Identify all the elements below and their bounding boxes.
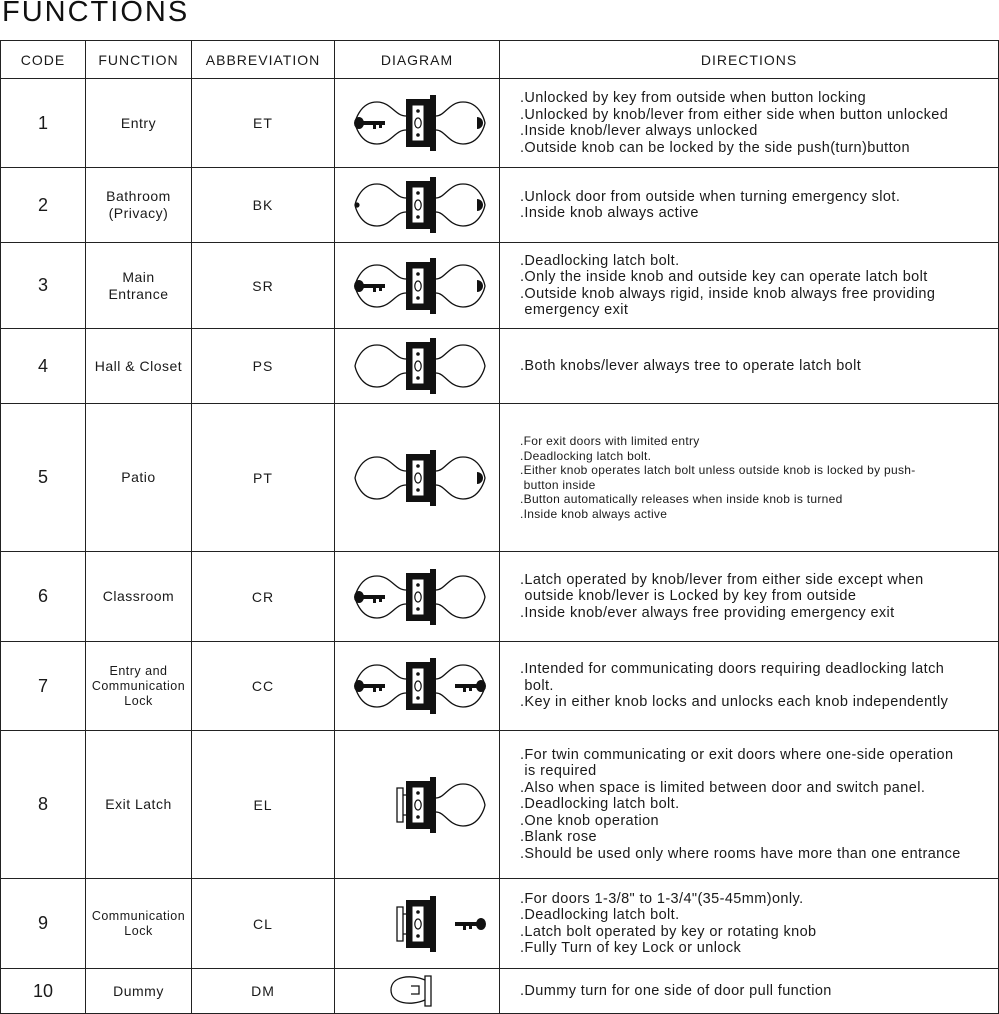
- direction-line: .Either knob operates latch bolt unless outside knob is locked by push-: [520, 463, 916, 477]
- cell-code: 6: [1, 552, 86, 642]
- direction-line: .Outside knob always rigid, inside knob always free providing: [520, 285, 936, 302]
- direction-line: .Unlock door from outside when turning emergency slot.: [520, 188, 901, 205]
- function-line: Lock: [124, 693, 153, 708]
- direction-line: .Fully Turn of key Lock or unlock: [520, 940, 742, 956]
- header-directions: DIRECTIONS: [500, 41, 999, 79]
- direction-line: .Only the inside knob and outside key can operate latch bolt: [520, 269, 928, 285]
- header-code: CODE: [1, 41, 86, 79]
- key-both-sides-icon: [347, 649, 487, 723]
- key-outside-icon: [347, 560, 487, 634]
- key-outside-button-inside-icon: [347, 86, 487, 160]
- cell-function: [86, 168, 192, 243]
- table-row: [1, 552, 999, 642]
- direction-line: .Inside knob/lever always unlocked: [520, 123, 758, 139]
- cell-diagram: [335, 168, 500, 243]
- cell-abbreviation: CC: [192, 642, 335, 731]
- cell-directions: [500, 404, 999, 552]
- cell-abbreviation: DM: [192, 969, 335, 1014]
- cell-diagram: [335, 731, 500, 879]
- cell-directions: [500, 552, 999, 642]
- direction-line: .Key in either knob locks and unlocks each knob independently: [520, 694, 949, 711]
- button-inside-icon: [347, 441, 487, 515]
- key-outside-button-inside-icon: [347, 249, 487, 323]
- cell-function: [86, 243, 192, 329]
- function-line: Entry: [120, 114, 157, 131]
- cell-code: 4: [1, 329, 86, 404]
- cell-function: [86, 329, 192, 404]
- cell-abbreviation: CL: [192, 879, 335, 969]
- function-line: Entry and: [109, 663, 168, 678]
- header-abbreviation: ABBREVIATION: [192, 41, 335, 79]
- direction-line: .Inside knob always active: [520, 205, 699, 221]
- function-line: Patio: [121, 469, 156, 485]
- dummy-knob-icon: [347, 970, 487, 1012]
- direction-line: .For doors 1-3/8" to 1-3/4"(35-45mm)only.: [520, 890, 804, 907]
- cell-function: [86, 731, 192, 879]
- direction-line: .Also when space is limited between door and switch panel.: [520, 779, 926, 796]
- table-row: [1, 879, 999, 969]
- direction-line: .For exit doors with limited entry: [520, 434, 700, 448]
- cell-abbreviation: PT: [192, 404, 335, 552]
- direction-line: .Latch bolt operated by key or rotating knob: [520, 923, 817, 940]
- direction-line: .Latch operated by knob/lever from either side except when: [520, 571, 924, 588]
- direction-line: .Unlocked by key from outside when button locking: [520, 90, 867, 106]
- cell-diagram: [335, 969, 500, 1014]
- direction-line: .Deadlocking latch bolt.: [520, 907, 680, 923]
- function-line: Main: [122, 268, 155, 285]
- direction-line: .Inside knob/ever always free providing emergency exit: [520, 604, 895, 621]
- cell-diagram: [335, 879, 500, 969]
- direction-line: .For twin communicating or exit doors where one-side operation: [520, 746, 954, 763]
- table-row: [1, 329, 999, 404]
- cell-code: 2: [1, 168, 86, 243]
- cell-directions: [500, 731, 999, 879]
- table-row: [1, 243, 999, 329]
- cell-code: 7: [1, 642, 86, 731]
- cell-function: [86, 969, 192, 1014]
- cell-directions: [500, 879, 999, 969]
- cell-diagram: [335, 329, 500, 404]
- cell-directions: [500, 642, 999, 731]
- function-line: Exit Latch: [105, 796, 172, 812]
- direction-line: .Blank rose: [520, 829, 597, 846]
- table-row: [1, 969, 999, 1014]
- direction-line: .Deadlocking latch bolt.: [520, 448, 652, 463]
- cell-directions: [500, 243, 999, 329]
- function-line: Classroom: [102, 588, 175, 604]
- cell-directions: [500, 329, 999, 404]
- function-line: Entrance: [108, 285, 169, 302]
- cell-code: 9: [1, 879, 86, 969]
- direction-line: .Unlocked by knob/lever from either side when button unlocked: [520, 106, 949, 123]
- direction-line: .Inside knob always active: [520, 506, 668, 521]
- direction-line: .Deadlocking latch bolt.: [520, 252, 680, 269]
- direction-line: .Intended for communicating doors requiring deadlocking latch: [520, 661, 945, 678]
- cell-code: 5: [1, 404, 86, 552]
- direction-line: .Button automatically releases when inside knob is turned: [520, 492, 843, 506]
- cell-function: [86, 552, 192, 642]
- cell-function: [86, 642, 192, 731]
- cell-function: [86, 879, 192, 969]
- cell-abbreviation: CR: [192, 552, 335, 642]
- header-diagram: DIAGRAM: [335, 41, 500, 79]
- cell-abbreviation: EL: [192, 731, 335, 879]
- cell-directions: [500, 168, 999, 243]
- cell-abbreviation: ET: [192, 79, 335, 168]
- cell-directions: [500, 79, 999, 168]
- table-row: [1, 642, 999, 731]
- direction-line: .Dummy turn for one side of door pull function: [520, 982, 832, 999]
- function-line: Communication: [91, 908, 186, 923]
- function-line: Hall & Closet: [94, 357, 183, 374]
- cell-function: [86, 79, 192, 168]
- single-side-key-icon: [347, 887, 487, 961]
- direction-line: is required: [520, 763, 597, 780]
- direction-line: .One knob operation: [520, 812, 659, 829]
- cell-abbreviation: SR: [192, 243, 335, 329]
- cell-abbreviation: BK: [192, 168, 335, 243]
- direction-line: bolt.: [520, 677, 554, 694]
- table-row: [1, 731, 999, 879]
- header-function: FUNCTION: [86, 41, 192, 79]
- cell-diagram: [335, 243, 500, 329]
- table-row: [1, 168, 999, 243]
- direction-line: .Both knobs/lever always tree to operate latch bolt: [520, 357, 862, 374]
- cell-directions: [500, 969, 999, 1014]
- direction-line: emergency exit: [520, 302, 629, 318]
- cell-code: 8: [1, 731, 86, 879]
- cell-diagram: [335, 404, 500, 552]
- cell-diagram: [335, 552, 500, 642]
- single-knob-blank-rose-icon: [347, 768, 487, 842]
- cell-code: 3: [1, 243, 86, 329]
- function-line: Bathroom: [106, 188, 171, 204]
- direction-line: outside knob/lever is Locked by key from outside: [520, 588, 857, 605]
- page-title: FUNCTIONS: [2, 0, 190, 28]
- header-row: [1, 41, 999, 79]
- cell-code: 10: [1, 969, 86, 1014]
- table-row: [1, 404, 999, 552]
- table-row: [1, 79, 999, 168]
- slot-outside-button-inside-icon: [347, 168, 487, 242]
- direction-line: .Deadlocking latch bolt.: [520, 796, 680, 813]
- function-line: Communication: [91, 678, 186, 693]
- direction-line: .Outside knob can be locked by the side push(turn)button: [520, 139, 910, 156]
- cell-function: [86, 404, 192, 552]
- function-line: Dummy: [113, 982, 164, 999]
- cell-code: 1: [1, 79, 86, 168]
- functions-table: [0, 40, 999, 1014]
- function-line: Lock: [124, 923, 153, 938]
- direction-line: button inside: [520, 477, 596, 492]
- plain-knobs-icon: [347, 329, 487, 403]
- cell-abbreviation: PS: [192, 329, 335, 404]
- function-line: (Privacy): [108, 205, 169, 221]
- cell-diagram: [335, 642, 500, 731]
- cell-diagram: [335, 79, 500, 168]
- direction-line: .Should be used only where rooms have more than one entrance: [520, 845, 961, 862]
